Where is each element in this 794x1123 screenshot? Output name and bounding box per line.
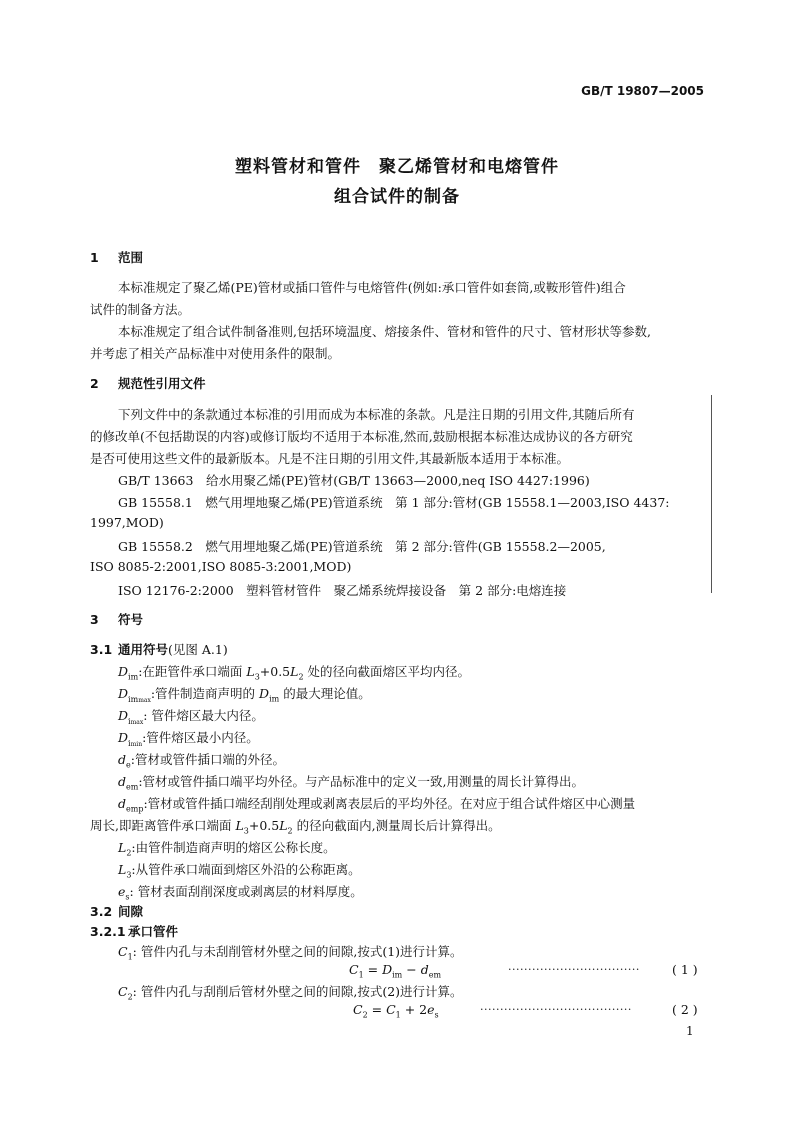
symbol-dim: $D_{im}$:在距管件承口端面 $L_3+0.5L_2$ 处的径向截面熔区平均内径。 [118, 664, 471, 682]
reference-item: GB/T 13663 给水用聚乙烯(PE)管材(GB/T 13663—2000,neq ISO 4427:1996) [118, 473, 590, 488]
section-number: 3 [90, 612, 99, 627]
symbol-c1: $C_1$: 管件内孔与未刮削管材外壁之间的间隙,按式(1)进行计算。 [118, 944, 463, 962]
standard-number: GB/T 19807—2005 [581, 84, 704, 98]
paragraph: 是否可使用这些文件的最新版本。凡是不注日期的引用文件,其最新版本适用于本标准。 [90, 451, 569, 466]
symbol-di-max: $D_{imax}$: 管件熔区最大内径。 [118, 708, 264, 726]
subsection-number: 3.1 [90, 642, 113, 657]
subsection-title: 通用符号 [118, 642, 169, 657]
section-3-heading [90, 610, 143, 628]
equation-2: $C_2 = C_1 + 2e_s$ [353, 1002, 439, 1020]
subsection-note: (见图 A.1) [168, 642, 228, 657]
subsection-3-2-heading: 3.2 间隙 [90, 904, 144, 919]
section-title: 符号 [118, 612, 144, 627]
reference-item: ISO 12176-2:2000 塑料管材管件 聚乙烯系统焊接设备 第 2 部分:电熔连接 [118, 583, 567, 598]
page-number: 1 [686, 1024, 694, 1038]
paragraph: 试件的制备方法。 [90, 302, 191, 317]
reference-item: GB 15558.2 燃气用埋地聚乙烯(PE)管道系统 第 2 部分:管件(GB 15558.2—2005, [118, 539, 606, 554]
section-2-heading [90, 374, 206, 392]
symbol-de: $d_e$:管材或管件插口端的外径。 [118, 752, 285, 770]
paragraph: 并考虑了相关产品标准中对使用条件的限制。 [90, 346, 341, 361]
section-number: 1 [90, 250, 99, 265]
reference-item: 1997,MOD) [90, 515, 164, 530]
equation-1-leader: ································· [508, 963, 640, 976]
section-title: 范围 [118, 250, 144, 265]
paragraph: 本标准规定了组合试件制备准则,包括环境温度、熔接条件、管材和管件的尺寸、管材形状等参数, [118, 324, 651, 339]
equation-2-leader: ······································ [480, 1003, 632, 1016]
symbol-es: $e_s$: 管材表面刮削深度或剥离层的材料厚度。 [118, 884, 363, 902]
equation-1-number: ( 1 ) [672, 962, 698, 977]
section-title: 规范性引用文件 [118, 376, 206, 391]
paragraph: 本标准规定了聚乙烯(PE)管材或插口管件与电熔管件(例如:承口管件如套筒,或鞍形管件)组合 [118, 280, 626, 295]
symbol-dem: $d_{em}$:管材或管件插口端平均外径。与产品标准中的定义一致,用测量的周长计算得出。 [118, 774, 585, 792]
symbol-demp-continued: 周长,即距离管件承口端面 $L_3+0.5L_2$ 的径向截面内,测量周长后计算得出。 [90, 818, 501, 836]
section-number: 2 [90, 376, 99, 391]
symbol-l2: $L_2$:由管件制造商声明的熔区公称长度。 [118, 840, 336, 858]
subsection-3-1-heading [90, 640, 228, 658]
reference-item: ISO 8085-2:2001,ISO 8085-3:2001,MOD) [90, 559, 352, 574]
paragraph: 下列文件中的条款通过本标准的引用而成为本标准的条款。凡是注日期的引用文件,其随后所有 [118, 407, 635, 422]
subsection-3-2-1-heading: 3.2.1 承口管件 [90, 924, 179, 939]
document-title-line1: 塑料管材和管件 聚乙烯管材和电熔管件 [235, 157, 559, 177]
symbol-dim-max: $D_{immax}$:管件制造商声明的 $D_{im}$ 的最大理论值。 [118, 686, 371, 704]
revision-bar [711, 395, 712, 593]
document-title-line2: 组合试件的制备 [334, 187, 460, 207]
symbol-l3: $L_3$:从管件承口端面到熔区外沿的公称距离。 [118, 862, 361, 880]
equation-2-number: ( 2 ) [672, 1002, 698, 1017]
symbol-di-min: $D_{imin}$:管件熔区最小内径。 [118, 730, 259, 748]
reference-item: GB 15558.1 燃气用埋地聚乙烯(PE)管道系统 第 1 部分:管材(GB 15558.1—2003,ISO 4437: [118, 495, 670, 510]
equation-1: $C_1 = D_{im} - d_{em}$ [349, 962, 442, 980]
paragraph: 的修改单(不包括勘误的内容)或修订版均不适用于本标准,然而,鼓励根据本标准达成协议的各方研究 [90, 429, 633, 444]
symbol-demp: $d_{emp}$:管材或管件插口端经刮削处理或剥离表层后的平均外径。在对应于组合试件熔区中心测量 [118, 796, 636, 814]
symbol-c2: $C_2$: 管件内孔与刮削后管材外壁之间的间隙,按式(2)进行计算。 [118, 984, 463, 1002]
section-1-heading [90, 248, 143, 266]
